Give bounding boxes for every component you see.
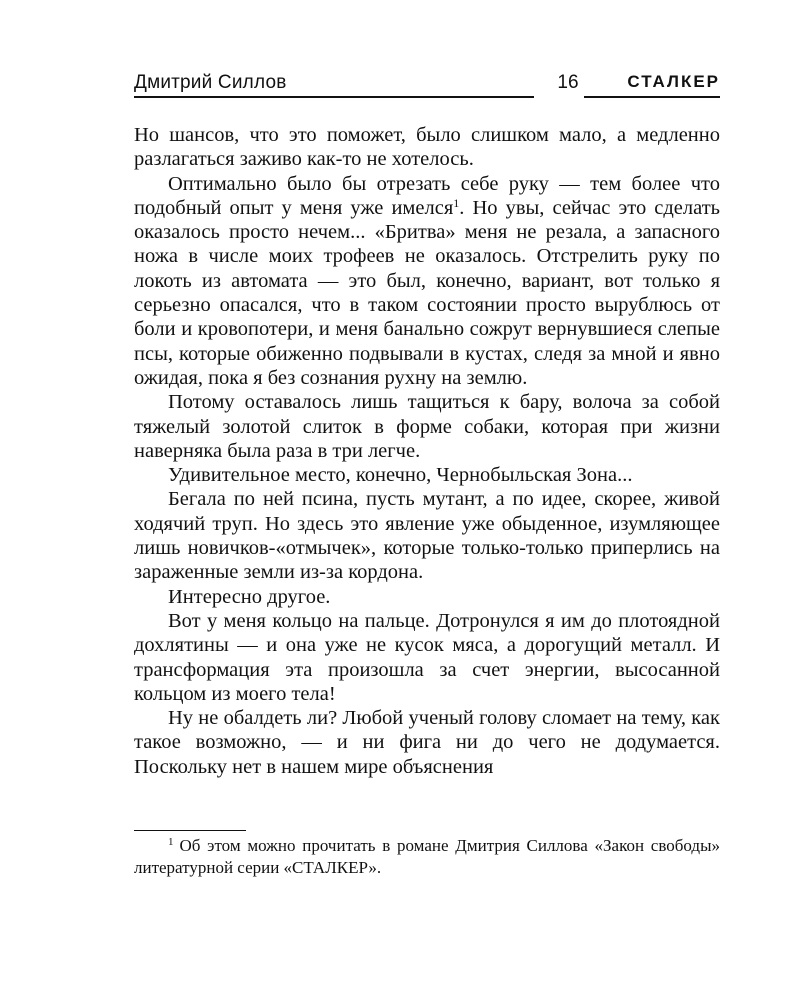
- paragraph: [134, 172, 720, 391]
- header-series-title: СТАЛКЕР: [627, 72, 720, 91]
- paragraph-text: . Но увы, сейчас это сделать оказалось просто нечем... «Бритва» меня не резала, а запасного ножа в числе моих трофеев не оказалось. Отстрелить руку по локоть из автомата — это был, конечно, вариант, вот только я серьезно опасался, что в таком состоянии просто вырублюсь от боли и кровопотери, и меня банально сожрут вернувшиеся слепые псы, которые обиженно подвывали в кустах, следя за мной и явно ожидая, пока я без сознания рухну на землю.: [134, 196, 720, 389]
- paragraph-text: Оптимально было бы отрезать себе руку — тем более что подобный опыт у меня уже имелся: [134, 172, 720, 219]
- running-header: [134, 72, 720, 100]
- paragraph: Бегала по ней псина, пусть мутант, а по идее, скорее, живой ходячий труп. Но здесь это явление уже обыденное, изумляющее лишь новичков-«отмычек», которые только-только приперлись на зараженные земли из-за кордона.: [134, 488, 720, 584]
- footnote-text: Об этом можно прочитать в романе Дмитрия Силлова «Закон свободы» литературной серии «СТАЛКЕР».: [134, 836, 720, 877]
- paragraph: Интересно другое.: [168, 585, 331, 608]
- body-text: [134, 123, 720, 779]
- page-number: 16: [557, 72, 579, 93]
- paragraph: Вот у меня кольцо на пальце. Дотронулся я им до плотоядной дохлятины — и она уже не кусок мяса, а дорогущий металл. И трансформация эта произошла за счет энергии, высосанной кольцом из моего тела!: [134, 609, 720, 705]
- paragraph: Ну не обалдеть ли? Любой ученый голову сломает на тему, как такое возможно, — и ни фига ни до чего не додумается. Поскольку нет в нашем мире объяснения: [134, 707, 720, 778]
- footnote-rule: [134, 830, 246, 831]
- paragraph: Удивительное место, конечно, Чернобыльская Зона...: [168, 464, 633, 487]
- footnote-paragraph: [134, 835, 720, 878]
- footnote: [134, 835, 720, 878]
- paragraph: Потому оставалось лишь тащиться к бару, волоча за собой тяжелый золотой слиток в форме собаки, которая при жизни наверняка была раза в три легче.: [134, 391, 720, 462]
- footnote-marker: 1: [168, 836, 174, 848]
- header-rule-left: [134, 96, 534, 98]
- header-rule-right: [584, 96, 720, 98]
- footnote-reference: 1: [453, 195, 460, 210]
- paragraph: Но шансов, что это поможет, было слишком мало, а медленно разлагаться заживо как-то не хотелось.: [134, 124, 720, 171]
- header-author: Дмитрий Силлов: [134, 72, 287, 93]
